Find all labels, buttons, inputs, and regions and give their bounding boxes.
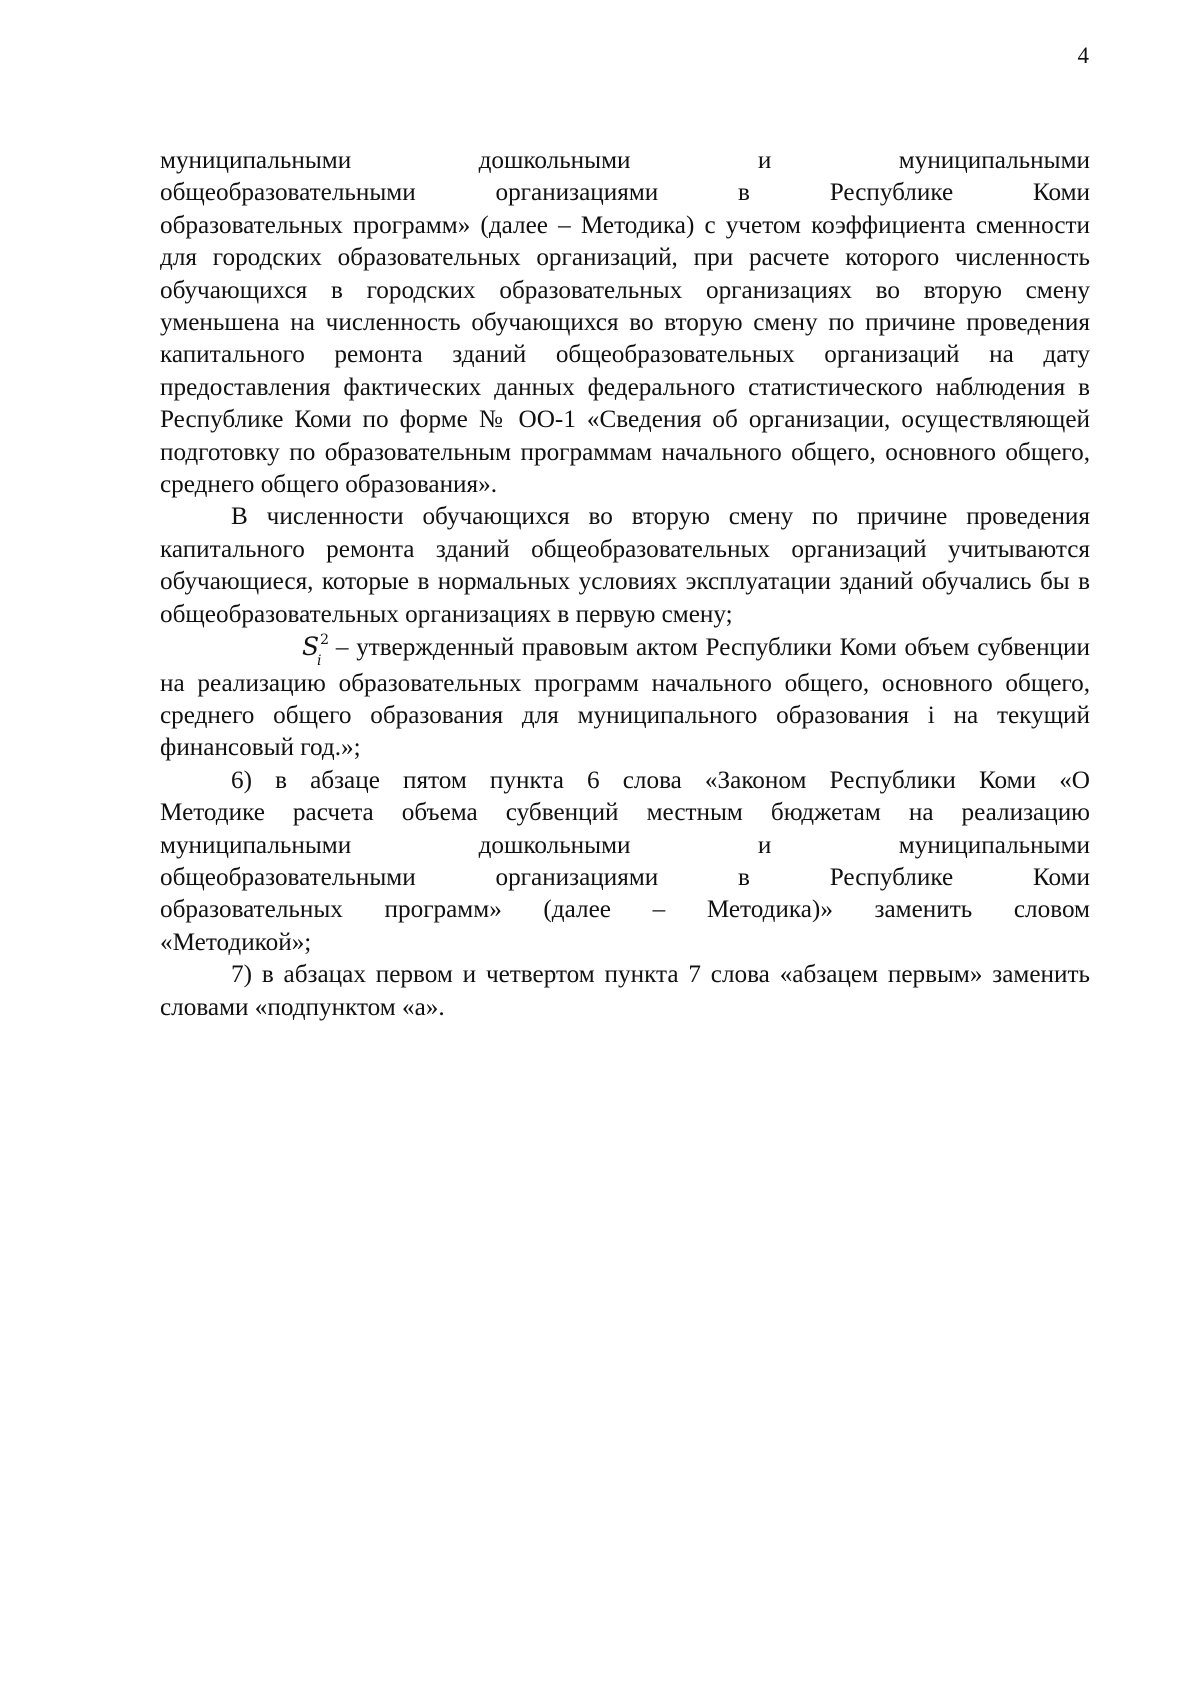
formula-symbol-subscript: i — [317, 653, 322, 670]
text-line: образовательных программ» (далее – Методика)» заменить словом — [160, 896, 1090, 924]
paragraph-item-6 — [160, 765, 1090, 959]
text-line: общеобразовательными организациями в Республике Коми — [160, 179, 1090, 207]
paragraph-item-7: 7) в абзацах первом и четвертом пункта 7 слова «абзацем первым» заменить словами «подпунктом «а». — [160, 961, 1090, 1021]
paragraph-text: – утвержденный правовым актом Республики Коми объем субвенции на реализацию образовательных программ начального общего, основного общего, среднего общего образования для муниципального образования i на текущий финансовый год.»; — [160, 634, 1090, 762]
text-line: Методике расчета объема субвенций местным бюджетам на реализацию — [160, 799, 1090, 827]
paragraph-text: образовательных программ» (далее – Методика) с учетом коэффициента сменности для городских образовательных организаций, при расчете которого численность обучающихся в городских образовательных организациях во вторую смену уменьшена на численность обучающихся во вторую смену по причине проведения капитального ремонта зданий общеобразовательных организаций на дату предоставления фактических данных федерального статистического наблюдения в Республике Коми по форме № ОО-1 «Сведения об организации, осуществляющей подготовку по образовательным программам начального общего, основного общего, среднего общего образования». — [160, 211, 1090, 499]
formula-symbol-superscript: 2 — [320, 632, 330, 649]
document-body — [160, 145, 1090, 1024]
paragraph-second-shift: В численности обучающихся во вторую смену по причине проведения капитального ремонта зданий общеобразовательных организаций учитываются обучающиеся, которые в нормальных условиях эксплуатации зданий обучались бы в общеобразовательных организациях в первую смену; — [160, 503, 1090, 628]
text-line: муниципальными дошкольными и муниципальными — [160, 831, 1090, 859]
formula-symbol-base: S — [302, 632, 320, 662]
text-line: «Методикой»; — [160, 928, 312, 956]
text-line: муниципальными дошкольными и муниципальными — [160, 147, 1090, 174]
page-number: 4 — [1077, 43, 1089, 68]
formula-symbol — [231, 631, 330, 670]
text-line: общеобразовательными организациями в Республике Коми — [160, 863, 1090, 891]
text-line: 6) в абзаце пятом пункта 6 слова «Законом Республики Коми «О — [231, 766, 1090, 794]
paragraph-subvention-definition — [160, 631, 1090, 765]
paragraph-methodology-continuation — [160, 145, 1090, 501]
